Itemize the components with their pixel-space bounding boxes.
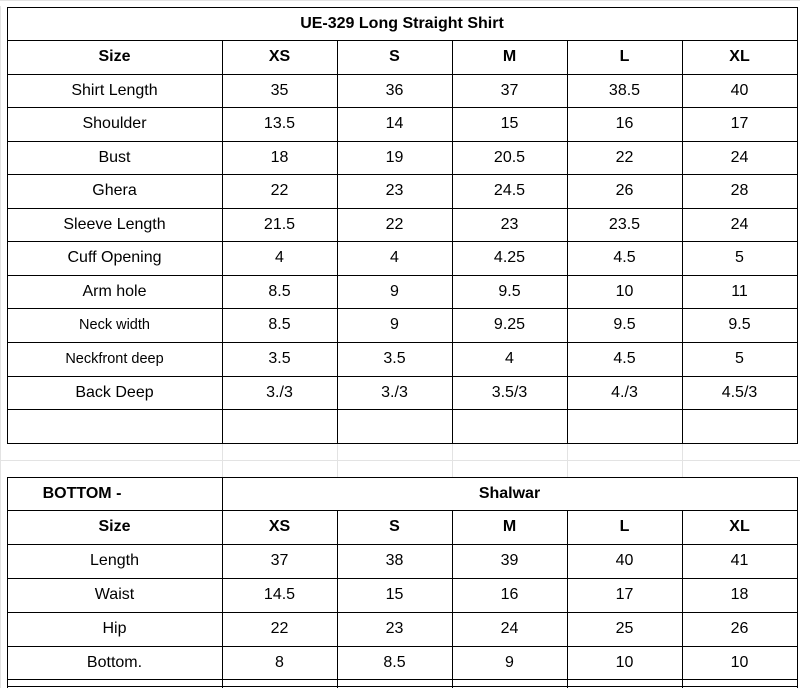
measurement-value: 19 xyxy=(385,148,404,166)
bottom-section-label: BOTTOM - xyxy=(42,484,122,502)
measurement-value: 8.5 xyxy=(383,653,406,671)
measurement-value: 24 xyxy=(730,148,749,166)
measurement-value: 40 xyxy=(730,81,749,99)
measurement-value: 36 xyxy=(385,81,404,99)
measurement-value: 23 xyxy=(385,620,404,637)
measurement-value: 39 xyxy=(500,552,519,569)
measurement-value: 22 xyxy=(270,182,289,199)
table-border xyxy=(7,443,797,444)
measurement-value: 3.5 xyxy=(383,350,406,367)
measurement-value: 23.5 xyxy=(608,215,641,233)
measurement-value: 4./3 xyxy=(611,383,638,401)
size-column-header: XL xyxy=(729,48,750,65)
size-column-header: L xyxy=(619,48,630,65)
size-header: Size xyxy=(98,518,131,535)
measurement-value: 4 xyxy=(390,249,399,266)
measurement-value: 26 xyxy=(615,182,634,199)
measurement-value: 17 xyxy=(615,586,634,603)
measurement-value: 9 xyxy=(390,282,399,300)
measurement-value: 25 xyxy=(615,620,634,637)
measurement-label: Bottom. xyxy=(86,653,143,671)
measurement-value: 14.5 xyxy=(263,586,296,603)
measurement-value: 10 xyxy=(730,653,749,671)
measurement-value: 3./3 xyxy=(266,383,293,401)
size-column-header: S xyxy=(389,518,400,535)
measurement-value: 9.5 xyxy=(613,316,636,333)
measurement-value: 24 xyxy=(730,215,749,233)
measurement-value: 4.5 xyxy=(613,249,636,266)
measurement-value: 15 xyxy=(500,115,519,132)
measurement-value: 13.5 xyxy=(263,115,296,132)
measurement-value: 5 xyxy=(735,249,744,266)
measurement-value: 4.25 xyxy=(493,249,526,266)
table-border xyxy=(7,686,797,687)
table-border xyxy=(7,679,797,680)
measurement-value: 4 xyxy=(505,350,514,367)
gridline xyxy=(0,0,800,1)
measurement-label: Waist xyxy=(94,586,135,603)
measurement-label: Sleeve Length xyxy=(63,215,166,233)
size-column-header: M xyxy=(502,518,517,535)
measurement-label: Ghera xyxy=(92,182,137,199)
measurement-value: 5 xyxy=(735,350,744,367)
measurement-value: 9.5 xyxy=(498,282,521,300)
measurement-value: 35 xyxy=(270,81,289,99)
chart-title: UE-329 Long Straight Shirt xyxy=(300,14,504,32)
size-column-header: L xyxy=(619,518,630,535)
measurement-label: Bust xyxy=(98,148,131,166)
size-column-header: XL xyxy=(729,518,750,535)
measurement-value: 14 xyxy=(385,115,404,132)
measurement-label: Hip xyxy=(102,620,127,637)
measurement-label: Neckfront deep xyxy=(65,351,164,367)
table-border xyxy=(797,477,798,688)
measurement-value: 26 xyxy=(730,620,749,637)
measurement-value: 15 xyxy=(385,586,404,603)
bottom-type-label: Shalwar xyxy=(478,484,541,502)
measurement-label: Neck width xyxy=(79,317,150,333)
measurement-value: 40 xyxy=(615,552,634,569)
size-column-header: M xyxy=(502,48,517,65)
measurement-value: 24 xyxy=(500,620,519,637)
measurement-value: 22 xyxy=(270,620,289,637)
measurement-value: 16 xyxy=(500,586,519,603)
table-border xyxy=(7,409,797,410)
measurement-value: 38.5 xyxy=(608,81,641,99)
measurement-value: 9 xyxy=(390,316,399,333)
measurement-value: 18 xyxy=(270,148,289,166)
measurement-value: 4 xyxy=(275,249,284,266)
measurement-value: 22 xyxy=(615,148,634,166)
measurement-label: Shoulder xyxy=(82,115,147,132)
measurement-value: 10 xyxy=(615,282,634,300)
measurement-value: 3.5 xyxy=(268,350,291,367)
measurement-value: 9.5 xyxy=(728,316,751,333)
measurement-value: 9.25 xyxy=(493,316,526,333)
measurement-value: 41 xyxy=(730,552,749,569)
measurement-value: 28 xyxy=(730,182,749,199)
measurement-label: Back Deep xyxy=(75,383,154,401)
measurement-value: 8.5 xyxy=(268,282,291,300)
gridline xyxy=(0,6,1,688)
measurement-value: 9 xyxy=(505,653,514,671)
measurement-value: 17 xyxy=(730,115,749,132)
table-border xyxy=(797,7,798,444)
measurement-label: Cuff Opening xyxy=(67,249,162,266)
measurement-value: 8 xyxy=(275,653,284,671)
measurement-value: 38 xyxy=(385,552,404,569)
size-column-header: S xyxy=(389,48,400,65)
measurement-value: 8.5 xyxy=(268,316,291,333)
measurement-label: Shirt Length xyxy=(71,81,158,99)
measurement-value: 18 xyxy=(730,586,749,603)
measurement-value: 3./3 xyxy=(381,383,408,401)
measurement-value: 22 xyxy=(385,215,404,233)
size-header: Size xyxy=(98,48,131,65)
measurement-value: 3.5/3 xyxy=(491,383,528,401)
measurement-value: 37 xyxy=(500,81,519,99)
measurement-value: 4.5 xyxy=(613,350,636,367)
measurement-label: Arm hole xyxy=(82,282,147,300)
measurement-value: 23 xyxy=(385,182,404,199)
measurement-value: 4.5/3 xyxy=(721,383,758,401)
measurement-value: 37 xyxy=(270,552,289,569)
measurement-value: 16 xyxy=(615,115,634,132)
measurement-value: 10 xyxy=(615,653,634,671)
measurement-value: 24.5 xyxy=(493,182,526,199)
measurement-value: 23 xyxy=(500,215,519,233)
gridline xyxy=(0,460,800,461)
measurement-label: Length xyxy=(90,552,139,569)
measurement-value: 11 xyxy=(731,282,748,300)
measurement-value: 21.5 xyxy=(263,215,296,233)
size-column-header: XS xyxy=(268,518,291,535)
measurement-value: 20.5 xyxy=(493,148,526,166)
size-column-header: XS xyxy=(268,48,291,65)
